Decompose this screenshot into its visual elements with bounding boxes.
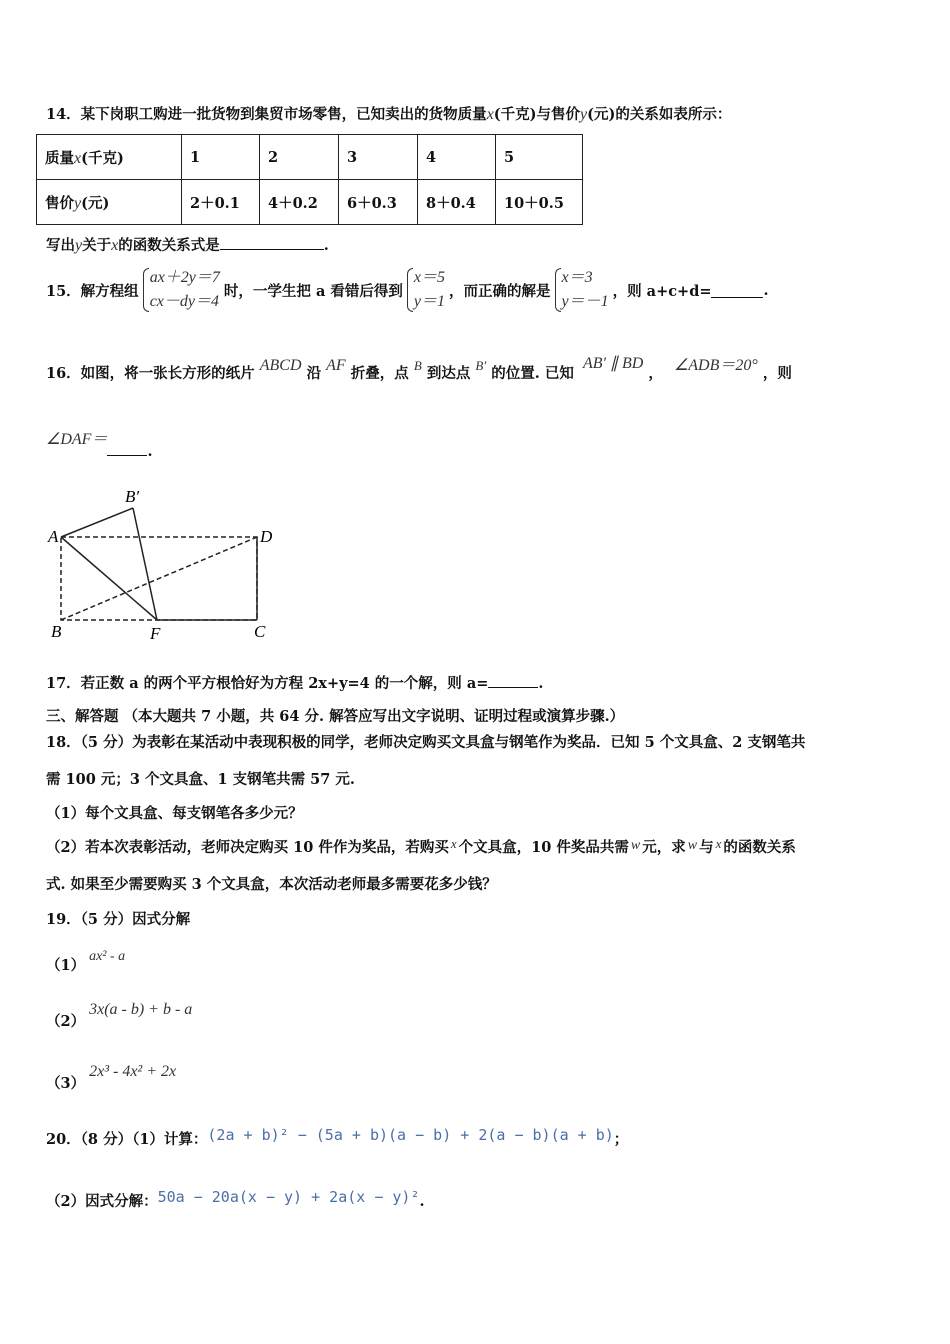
answer-blank[interactable] <box>711 283 763 298</box>
q16-answer-line: ∠DAF＝. <box>46 431 153 460</box>
label-b: B <box>51 622 62 641</box>
table-cell: 2 <box>260 135 339 180</box>
q14-table <box>36 134 583 225</box>
q15-text: 15．解方程组 ax＋2y＝7 cx－dy＝4 时，一学生把 a 看错后得到 x＝5 y＝1 ，而正确的解是 x＝3 y＝－1 ，则 a+c+d= . <box>46 266 769 314</box>
edge-ab-prime <box>61 508 133 537</box>
answer-blank[interactable] <box>488 673 538 688</box>
q18-line1: 18．（5 分）为表彰在某活动中表现积极的同学，老师决定购买文具盒与钢笔作为奖品．已知 5 个文具盒、2 支钢笔共 <box>46 734 806 751</box>
q18-sub2: （2）若本次表彰活动，老师决定购买 10 件作为奖品，若购买 x 个文具盒，10 件奖品共需 w 元，求 w 与 x 的函数关系 <box>46 836 796 856</box>
q19-title: 19．（5 分）因式分解 <box>46 911 191 928</box>
q20-part1: 20．（8 分）（1）计算：(2a + b)² − (5a + b)(a − b) + 2(a − b)(a + b)； <box>46 1126 629 1148</box>
table-header-cell: 质量x(千克) <box>37 135 182 180</box>
folding-figure <box>40 482 290 647</box>
table-cell: 4＋0.2 <box>260 180 339 225</box>
answer-blank[interactable] <box>220 235 324 250</box>
label-c: C <box>254 622 266 641</box>
equation-system: ax＋2y＝7 cx－dy＝4 <box>143 266 220 314</box>
q18-sub2-line2: 式. 如果至少需要购买 3 个文具盒，本次活动老师最多需要花多少钱？ <box>46 876 497 893</box>
wrong-solution: x＝5 y＝1 <box>407 266 445 314</box>
table-row <box>37 135 583 180</box>
q19-item: （3）2x³ - 4x² + 2x <box>46 1063 177 1092</box>
table-cell: 6＋0.3 <box>339 180 418 225</box>
q16-text: 16．如图，将一张长方形的纸片 ABCD 沿 AF 折叠，点 B 到达点 B′ 的位置. 已知 AB′ ∥ BD ， ∠ADB＝20° ，则 <box>46 355 792 382</box>
q19-item: （2）3x(a - b) + b - a <box>46 1001 193 1030</box>
table-header-cell: 售价y(元) <box>37 180 182 225</box>
answer-blank[interactable] <box>107 441 147 456</box>
q18-sub1: （1）每个文具盒、每支钢笔各多少元？ <box>46 805 303 822</box>
section-heading: 三、解答题 （本大题共 7 小题，共 64 分. 解答应写出文字说明、证明过程或演算步骤.） <box>46 708 625 725</box>
q14-text: 14．某下岗职工购进一批货物到集贸市场零售，已知卖出的货物质量x(千克)与售价y(元)的关系如表所示： <box>46 106 732 123</box>
label-d: D <box>260 527 273 546</box>
label-a: A <box>48 527 59 546</box>
label-b-prime: B′ <box>125 487 140 506</box>
table-cell: 1 <box>182 135 260 180</box>
table-cell: 8＋0.4 <box>418 180 496 225</box>
table-cell: 5 <box>496 135 583 180</box>
label-f: F <box>150 624 161 643</box>
table-cell: 4 <box>418 135 496 180</box>
diagonal-bd <box>61 537 257 620</box>
table-cell: 2＋0.1 <box>182 180 260 225</box>
table-cell: 3 <box>339 135 418 180</box>
q20-part2: （2）因式分解：50a − 20a(x − y) + 2a(x − y)². <box>46 1188 425 1210</box>
table-row <box>37 180 583 225</box>
q14-tail: 写出y关于x的函数关系式是 . <box>46 237 329 254</box>
q18-line2: 需 100 元；3 个文具盒、1 支钢笔共需 57 元. <box>46 771 355 788</box>
q19-item: （1）ax² - a <box>46 949 126 974</box>
q17-text: 17．若正数 a 的两个平方根恰好为方程 2x+y=4 的一个解，则 a= . <box>46 675 544 692</box>
table-cell: 10＋0.5 <box>496 180 583 225</box>
correct-solution: x＝3 y＝－1 <box>555 266 609 314</box>
